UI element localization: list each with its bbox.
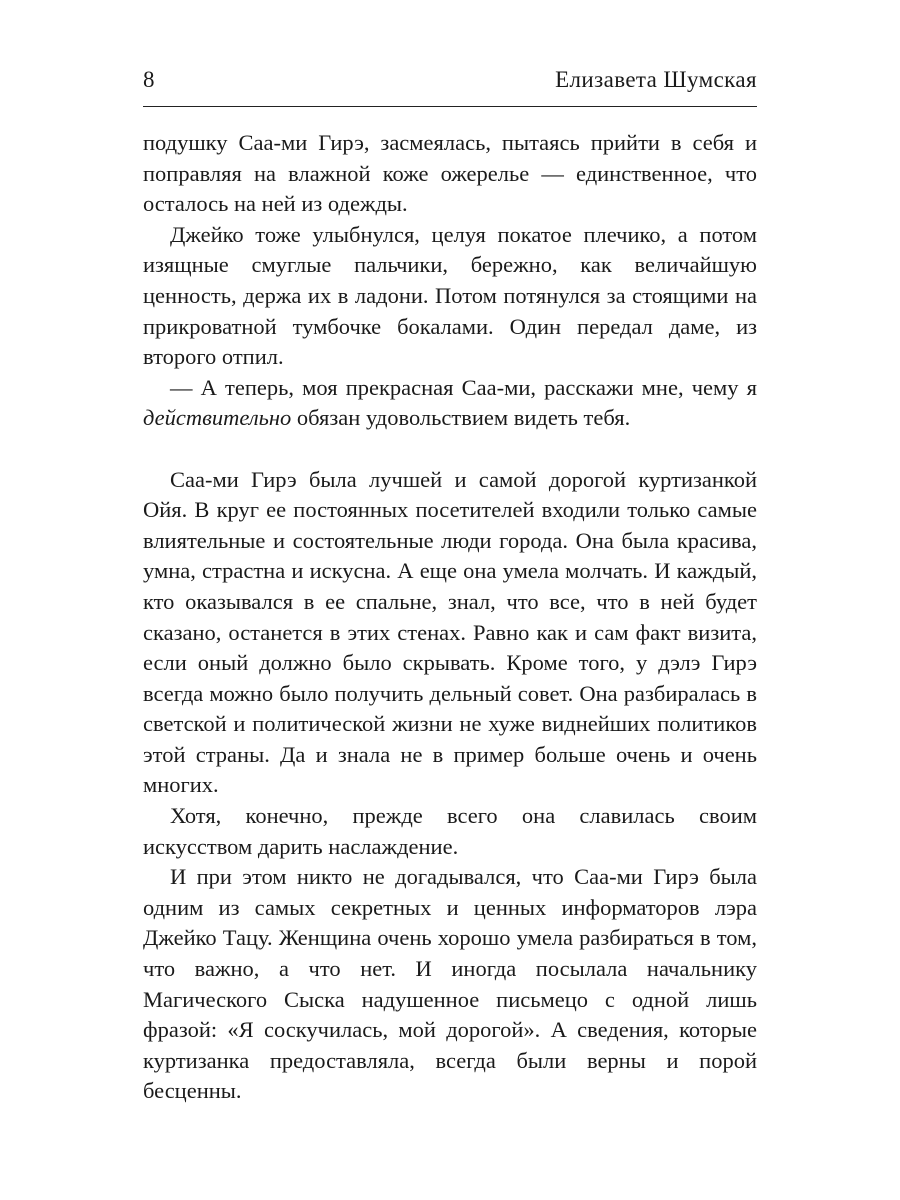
- paragraph-3-dialog: [143, 373, 757, 434]
- dialog-text-end: обязан удовольствием видеть тебя.: [291, 405, 631, 431]
- body-text: [143, 128, 757, 1107]
- paragraph-1: подушку Саа-ми Гирэ, засмеялась, пытаясь прийти в себя и поправляя на влажной коже ожерелье — единственное, что осталось на ней из одежды.: [143, 130, 757, 217]
- page-number: 8: [143, 67, 155, 92]
- paragraph-5: Хотя, конечно, прежде всего она славилась своим искусством дарить наслаждение.: [143, 803, 757, 859]
- paragraph-4: Саа-ми Гирэ была лучшей и самой дорогой куртизанкой Ойя. В круг ее постоянных посетителей входили только самые влиятельные и состоятельные люди города. Она была красива, умна, страстна и искусна. А еще она умела молчать. И каждый, кто оказывался в ее спальне, знал, что все, что в ней будет сказано, останется в этих стенах. Равно как и сам факт визита, если оный должно было скрывать. Кроме того, у дэлэ Гирэ всегда можно было получить дельный совет. Она разбиралась в светской и политической жизни не хуже виднейших политиков этой страны. Да и знала не в пример больше очень и очень многих.: [143, 466, 757, 798]
- page-header: [143, 62, 757, 107]
- paragraph-6: И при этом никто не догадывался, что Саа-ми Гирэ была одним из самых секретных и ценных информаторов лэра Джейко Тацу. Женщина очень хорошо умела разбираться в том, что важно, а что нет. И иногда посылала начальнику Магического Сыска надушенное письмецо с одной лишь фразой: «Я соскучилась, мой дорогой». А сведения, которые куртизанка предоставляла, всегда были верны и порой бесценны.: [143, 864, 757, 1104]
- running-head-author: Елизавета Шумская: [555, 67, 757, 92]
- paragraph-2: Джейко тоже улыбнулся, целуя покатое плечико, а потом изящные смуглые пальчики, бережно, как величайшую ценность, держа их в ладони. Потом потянулся за стоящими на прикроватной тумбочке бокалами. Один передал даме, из второго отпил.: [143, 221, 757, 370]
- dialog-text-start: — А теперь, моя прекрасная Саа-ми, расскажи мне, чему я: [170, 374, 757, 400]
- dialog-emphasis: действительно: [143, 405, 292, 431]
